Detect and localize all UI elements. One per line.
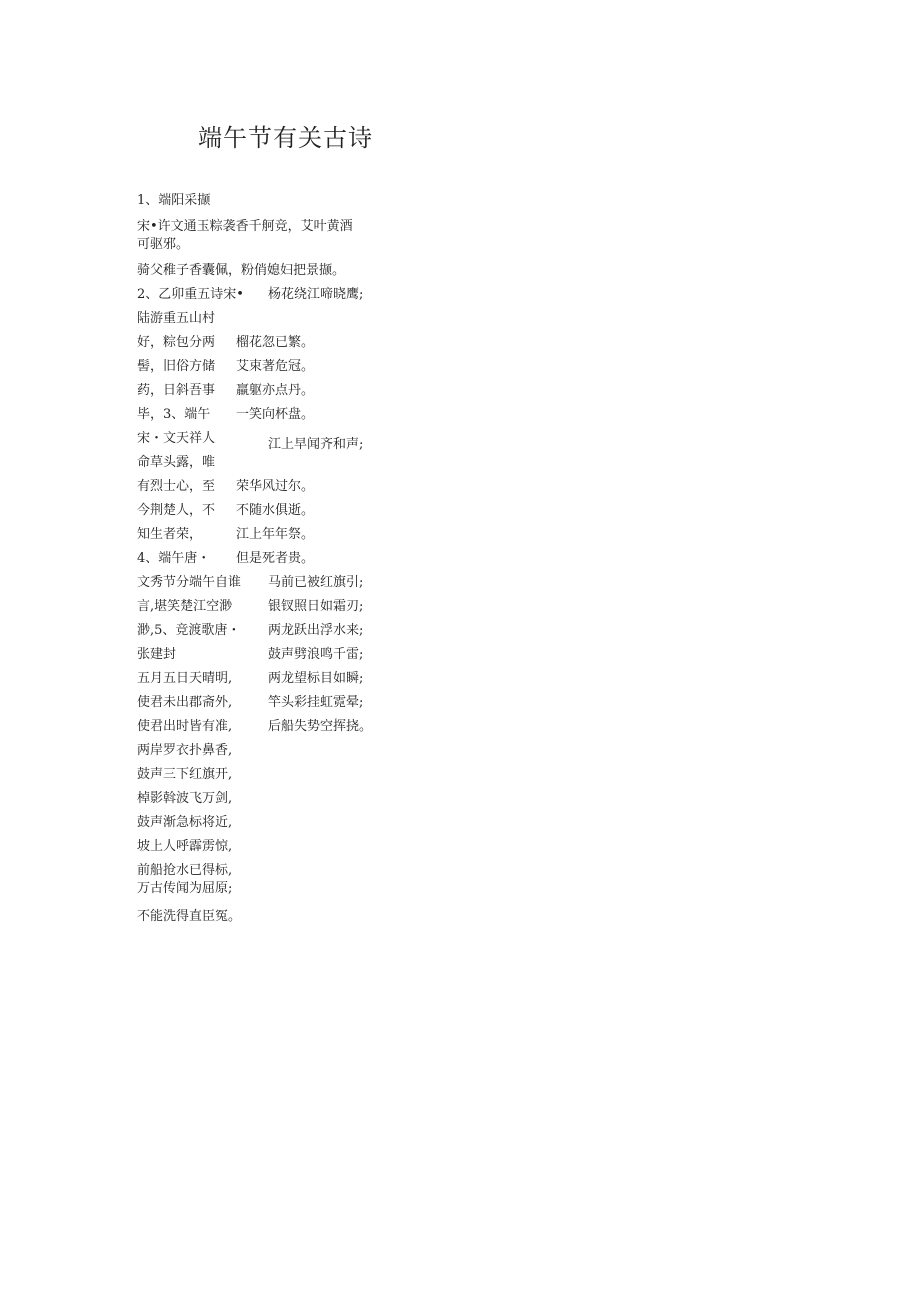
poem-line: 宋•许文通玉粽袭香千舸竞，艾叶黄酒 (137, 219, 353, 234)
poem-line: 坡上人呼霹雳惊, (137, 839, 233, 854)
poem-line: 荣华风过尔。 (236, 479, 315, 494)
poem-line: 宋・文天祥人 (137, 431, 216, 446)
poem-line: 不随水俱逝。 (236, 503, 315, 518)
poem-line: 今荆楚人，不 (137, 503, 216, 518)
poem-line: 两岸罗衣扑鼻香, (137, 743, 233, 758)
poem-line: 可驱邪。 (137, 237, 190, 252)
poem-line: 但是死者贵。 (236, 551, 315, 566)
poem-line: 两龙望标目如瞬; (268, 671, 364, 686)
poem-line: 文秀节分端午自谁 (137, 575, 242, 590)
poem-line: 江上早闻齐和声; (268, 437, 364, 452)
poem-line: 前船抢水已得标, (137, 863, 233, 878)
poem-line: 马前已被红旗引; (268, 575, 364, 590)
poem-line: 江上年年祭。 (236, 527, 315, 542)
poem-line: 万古传闻为屈原; (137, 881, 233, 896)
poem-line: 羸躯亦点丹。 (236, 383, 315, 398)
poem-line: 五月五日天晴明, (137, 671, 233, 686)
poem-line: 毕，3、端午 (137, 407, 211, 422)
poem-line: 竿头彩挂虹霓晕; (268, 695, 364, 710)
poem-line: 好，粽包分两 (137, 335, 216, 350)
poem-line: 鼓声三下红旗开, (137, 767, 233, 782)
poem-line: 两龙跃出浮水来; (268, 623, 364, 638)
poem-line: 不能洗得直臣冤。 (137, 909, 242, 924)
poem-line: 艾束著危冠。 (236, 359, 315, 374)
poem-line: 有烈士心，至 (137, 479, 216, 494)
poem-line: 骑父稚子香囊佩，粉俏媳妇把景撷。 (137, 263, 346, 278)
poem-line: 一笑向杯盘。 (236, 407, 315, 422)
poem-line: 使君出时皆有准, (137, 719, 233, 734)
poem-line: 杨花绕江啼晓鹰; (268, 287, 364, 302)
poem-line: 知生者荣， (137, 527, 203, 542)
poem-heading-5: 渺,5、竞渡歌唐・ (137, 623, 241, 638)
poem-heading-4: 4、端午唐・ (137, 551, 211, 566)
poem-line: 榴花忽已繁。 (236, 335, 315, 350)
poem-line: 命草头露，唯 (137, 455, 216, 470)
poem-line: 髻，旧俗方储 (137, 359, 216, 374)
poem-line: 鼓声劈浪鸣千雷; (268, 647, 364, 662)
poem-line: 银钗照日如霜刃; (268, 599, 364, 614)
poem-heading-2: 2、乙卯重五诗宋• (137, 287, 244, 302)
poem-line: 后船失势空挥挠。 (268, 719, 373, 734)
poem-line: 药，日斜吾事 (137, 383, 216, 398)
poem-line: 鼓声渐急标将近, (137, 815, 233, 830)
poem-line: 棹影斡波飞万剑, (137, 791, 233, 806)
poem-heading-1: 1、端阳采撷 (137, 193, 211, 208)
page-title: 端午节有关古诗 (198, 124, 373, 152)
poem-line: 使君未出郡斋外, (137, 695, 233, 710)
poem-line: 言,堪笑楚江空渺 (137, 599, 233, 614)
poem-line: 张建封 (137, 647, 177, 662)
poem-line: 陆游重五山村 (137, 311, 216, 326)
